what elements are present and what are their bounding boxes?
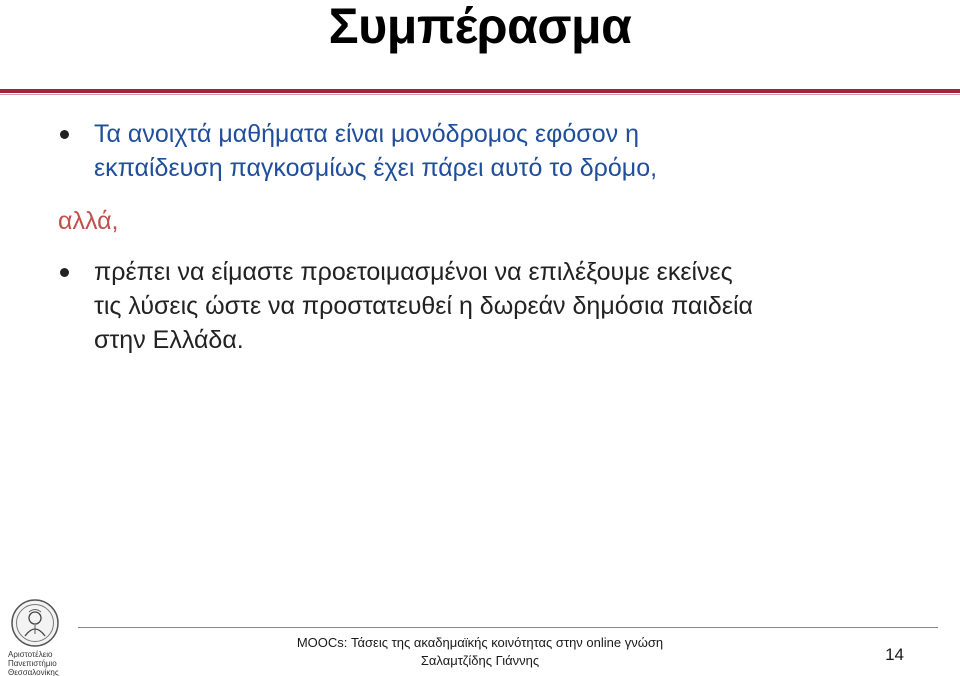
university-name-line: Πανεπιστήμιο <box>8 659 57 668</box>
bullet-line: Τα ανοιχτά μαθήματα είναι μονόδρομος εφόσον η <box>94 120 639 148</box>
footer-caption <box>0 634 960 670</box>
bullet-line: στην Ελλάδα. <box>94 326 244 354</box>
bullet-item-1 <box>58 117 938 185</box>
bullet-line: τις λύσεις ώστε να προστατευθεί η δωρεάν δημόσια παιδεία <box>94 292 753 320</box>
bullet-dot-icon <box>60 130 69 139</box>
course-title: MOOCs: Τάσεις της ακαδημαϊκής κοινότητας στην online γνώση <box>296 635 664 650</box>
university-name-line: Θεσσαλονίκης <box>8 668 59 676</box>
bullet-text <box>94 117 938 185</box>
university-name-line: Αριστοτέλειο <box>8 650 53 659</box>
bullet-text <box>94 255 938 357</box>
slide-content <box>58 117 938 357</box>
connector-text: αλλά, <box>58 207 119 235</box>
footer-divider <box>78 627 938 628</box>
title-divider <box>0 89 960 93</box>
bullet-dot-icon <box>60 268 69 277</box>
page-number: 14 <box>885 645 904 664</box>
slide-title: Συμπέρασμα <box>328 0 632 54</box>
bullet-item-2 <box>58 255 938 357</box>
author-name: Σαλαμτζίδης Γιάννης <box>420 653 540 668</box>
title-divider-shadow <box>0 94 960 95</box>
bullet-line: πρέπει να είμαστε προετοιμασμένοι να επιλέξουμε εκείνες <box>94 258 733 286</box>
bullet-line: εκπαίδευση παγκοσμίως έχει πάρει αυτό το δρόμο, <box>94 154 658 182</box>
